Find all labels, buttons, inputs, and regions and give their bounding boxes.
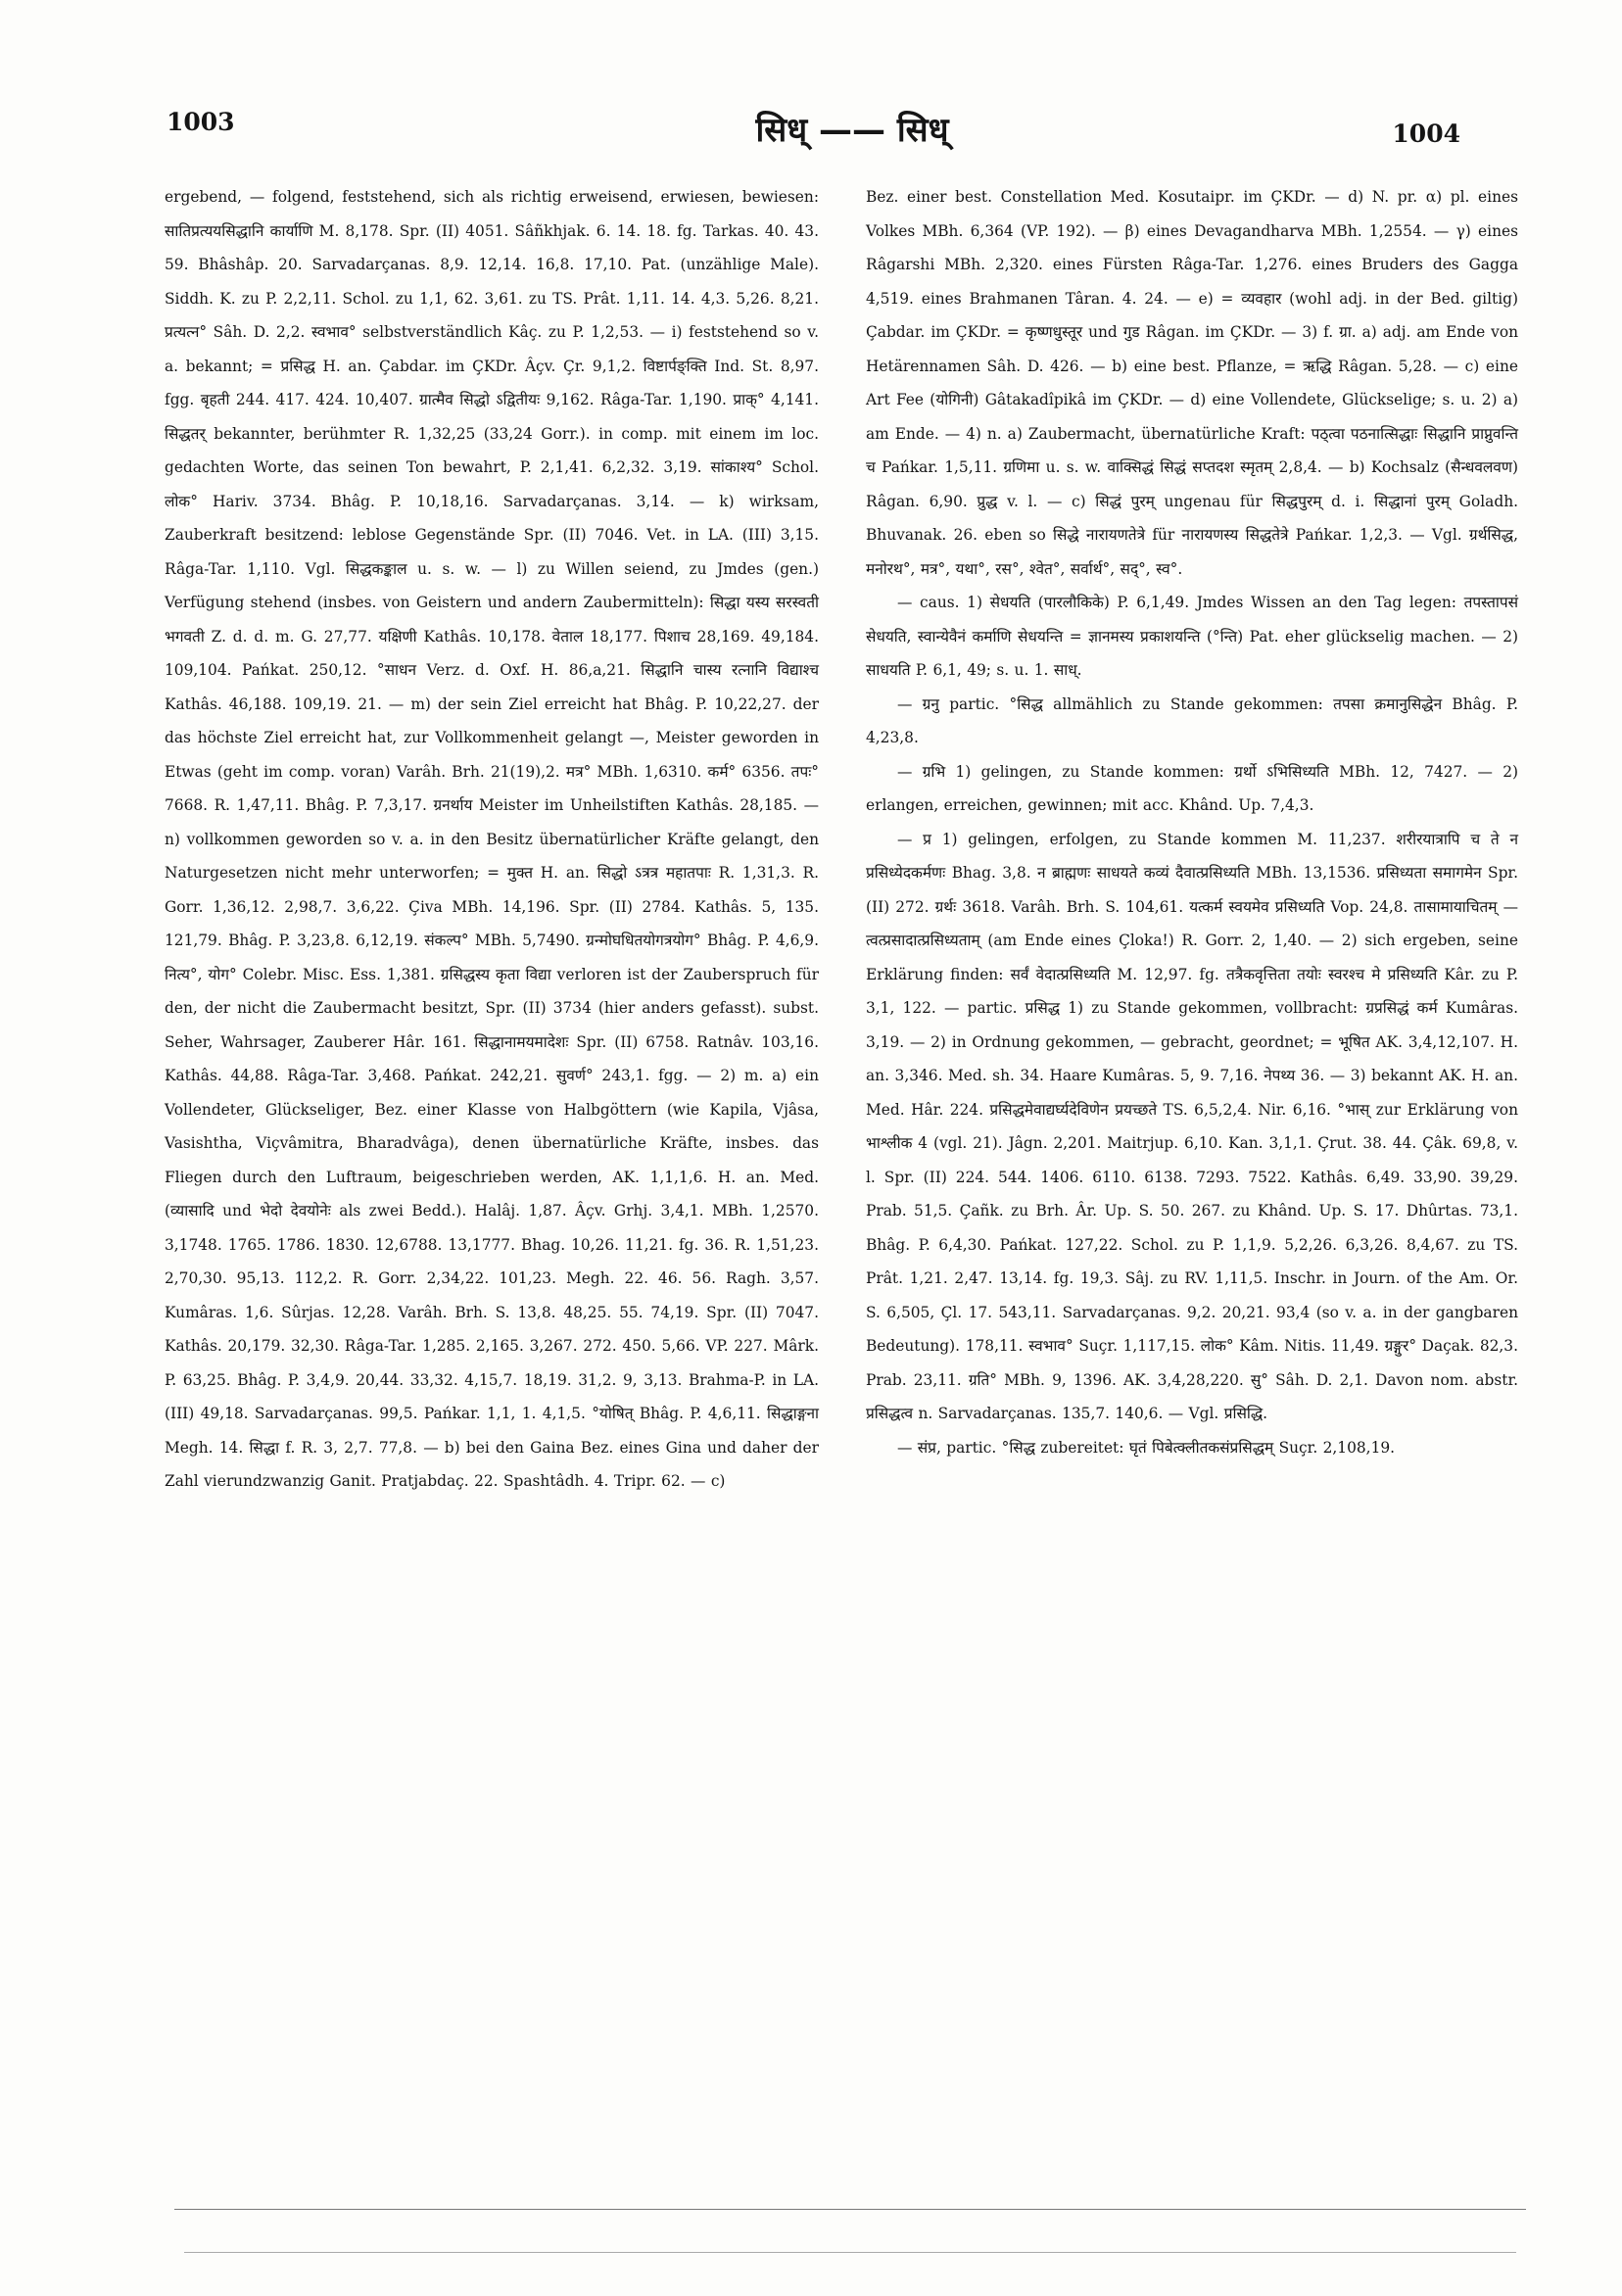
right-paragraph: — ग्रभि 1) gelingen, zu Stande kommen: ग्रर्थो ऽभिसिध्यति MBh. 12, 7427. — 2) erlangen, erreichen, gewinnen; mit acc. Khând. Up. 7,4,3. xyxy=(866,762,1518,814)
right-column xyxy=(866,180,1518,1464)
right-paragraph: — संप्र, partic. °सिद्ध zubereitet: घृतं पिबेत्क्लीतकसंप्रसिद्धम् Suçr. 2,108,19. xyxy=(897,1438,1396,1457)
footer-rule xyxy=(174,2209,1526,2210)
footer-rule-lower xyxy=(184,2252,1516,2253)
running-headword: सिध् —— सिध् xyxy=(755,111,949,150)
page-number-left: 1003 xyxy=(167,108,235,136)
right-paragraph: Bez. einer best. Constellation Med. Kosutaipr. im ÇKDr. — d) N. pr. α) pl. eines Volkes MBh. 6,364 (VP. 192). — β) eines Devagandharva MBh. 1,2554. — γ) eines Râgarshi MBh. 2,320. eines Fürsten Râga-Tar. 1,276. eines Bruders des Gagga 4,519. eines Brahmanen Târan. 4. 24. — e) = व्यवहार (wohl adj. in der Bed. giltig) Çabdar. im ÇKDr. = कृष्णधुस्तूर und गुड Râgan. im ÇKDr. — 3) f. ग्रा. a) adj. am Ende von Hetärennamen Sâh. D. 426. — b) eine best. Pflanze, = ऋद्धि Râgan. 5,28. — c) eine Art Fee (योगिनी) Gâtakadîpikâ im ÇKDr. — d) eine Vollendete, Glückselige; s. u. 2) a) am Ende. — 4) n. a) Zaubermacht, übernatürliche Kraft: पठ्त्वा पठनात्सिद्धाः सिद्धानि प्राप्नुवन्ति च Pańkar. 1,5,11. ग्रणिमा u. s. w. वाक्सिद्धं सिद्धं सप्तदश स्मृतम् 2,8,4. — b) Kochsalz (सैन्धवलवण) Râgan. 6,90. प्रुद्ध v. l. — c) सिद्धं पुरम् ungenau für सिद्धपुरम् d. i. सिद्धानां पुरम् Goladh. Bhuvanak. 26. eben so सिद्धे नारायणतेत्रे für नारायणस्य सिद्धतेत्रे Pańkar. 1,2,3. — Vgl. ग्रर्थसिद्ध, मनोरथ°, मत्र°, यथा°, रस°, श्वेत°, सर्वार्थ°, सद्°, स्व°. xyxy=(866,188,1518,578)
page-number-right: 1004 xyxy=(1392,120,1460,148)
right-paragraph: — ग्रनु partic. °सिद्ध allmählich zu Stande gekommen: तपसा क्रमानुसिद्धेन Bhâg. P. 4,23,8. xyxy=(866,694,1518,746)
left-column xyxy=(165,180,819,1499)
right-paragraph: — प्र 1) gelingen, erfolgen, zu Stande kommen M. 11,237. शरीरयात्रापि च ते न प्रसिध्येदकर्मणः Bhag. 3,8. न ब्राह्मणः साधयते कव्यं दैवात्प्रसिध्यति MBh. 13,1536. प्रसिध्यता समागमेन Spr. (II) 272. ग्रर्थः 3618. Varâh. Brh. S. 104,61. यत्कर्म स्वयमेव प्रसिध्यति Vop. 24,8. तासामायाचितम् — त्वत्प्रसादात्प्रसिध्यताम् (am Ende eines Çloka!) R. Gorr. 2, 1,40. — 2) sich ergeben, seine Erklärung finden: सर्वं वेदात्प्रसिध्यति M. 12,97. fg. तत्रैकवृत्तिता तयोः स्वरश्च मे प्रसिध्यति Kâr. zu P. 3,1, 122. — partic. प्रसिद्ध 1) zu Stande gekommen, vollbracht: ग्रप्रसिद्धं कर्म Kumâras. 3,19. — 2) in Ordnung gekommen, — gebracht, geordnet; = भूषित AK. 3,4,12,107. H. an. 3,346. Med. sh. 34. Haare Kumâras. 5, 9. 7,16. नेपथ्य 36. — 3) bekannt AK. H. an. Med. Hâr. 224. प्रसिद्धमेवाद्यर्घ्यदेविणेन प्रयच्छते TS. 6,5,2,4. Nir. 6,16. °भास् zur Erklärung von भाश्लीक 4 (vgl. 21). Jâgn. 2,201. Maitrjup. 6,10. Kan. 3,1,1. Çrut. 38. 44. Çâk. 69,8, v. l. Spr. (II) 224. 544. 1406. 6110. 6138. 7293. 7522. Kathâs. 6,49. 33,90. 39,29. Prab. 51,5. Çañk. zu Brh. Âr. Up. S. 50. 267. zu Khând. Up. S. 17. Dhûrtas. 73,1. Bhâg. P. 6,4,30. Pańkat. 127,22. Schol. zu P. 1,1,9. 5,2,26. 6,3,26. 8,4,67. zu TS. Prât. 1,21. 2,47. 13,14. fg. 19,3. Sâj. zu RV. 1,11,5. Inschr. in Journ. of the Am. Or. S. 6,505, Çl. 17. 543,11. Sarvadarçanas. 9,2. 20,21. 93,4 (so v. a. in der gangbaren Bedeutung). 178,11. स्वभाव° Suçr. 1,117,15. लोक° Kâm. Nitis. 11,49. ग्रङ्गुर° Daçak. 82,3. Prab. 23,11. ग्रति° MBh. 9, 1396. AK. 3,4,28,220. सु° Sâh. D. 2,1. Davon nom. abstr. प्रसिद्धत्व n. Sarvadarçanas. 135,7. 140,6. — Vgl. प्रसिद्धि. xyxy=(866,830,1518,1422)
left-paragraph: ergebend, — folgend, feststehend, sich als richtig erweisend, erwiesen, bewiesen: सातिप्रत्ययसिद्धानि कार्याणि M. 8,178. Spr. (II) 4051. Sâñkhjak. 6. 14. 18. fg. Tarkas. 40. 43. 59. Bhâshâp. 20. Sarvadarçanas. 8,9. 12,14. 16,8. 17,10. Pat. (unzählige Male). Siddh. K. zu P. 2,2,11. Schol. zu 1,1, 62. 3,61. zu TS. Prât. 1,11. 14. 4,3. 5,26. 8,21. प्रत्यत्न° Sâh. D. 2,2. स्वभाव° selbstverständlich Kâç. zu P. 1,2,53. — i) feststehend so v. a. bekannt; = प्रसिद्ध H. an. Çabdar. im ÇKDr. Âçv. Çr. 9,1,2. विष्टार्पङ्क्ति Ind. St. 8,97. fgg. बृहती 244. 417. 424. 10,407. ग्रात्मैव सिद्धो ऽद्वितीयः 9,162. Râga-Tar. 1,190. प्राक्° 4,141. सिद्धतर् bekannter, berühmter R. 1,32,25 (33,24 Gorr.). in comp. mit einem im loc. gedachten Worte, das seinen Ton bewahrt, P. 2,1,41. 6,2,32. 3,19. सांकाश्य° Schol. लोक° Hariv. 3734. Bhâg. P. 10,18,16. Sarvadarçanas. 3,14. — k) wirksam, Zauberkraft besitzend: leblose Gegenstände Spr. (II) 7046. Vet. in LA. (III) 3,15. Râga-Tar. 1,110. Vgl. सिद्धकङ्काल u. s. w. — l) zu Willen seiend, zu Jmdes (gen.) Verfügung stehend (insbes. von Geistern und andern Zaubermitteln): सिद्धा यस्य सरस्वती भगवती Z. d. d. m. G. 27,77. यक्षिणी Kathâs. 10,178. वेताल 18,177. पिशाच 28,169. 49,184. 109,104. Pańkat. 250,12. °साधन Verz. d. Oxf. H. 86,a,21. सिद्धानि चास्य रत्नानि विद्याश्च Kathâs. 46,188. 109,19. 21. — m) der sein Ziel erreicht hat Bhâg. P. 10,22,27. der das höchste Ziel erreicht hat, zur Vollkommenheit gelangt —, Meister geworden in Etwas (geht im comp. voran) Varâh. Brh. 21(19),2. मत्र° MBh. 1,6310. कर्म° 6356. तपः° 7668. R. 1,47,11. Bhâg. P. 7,3,17. ग्रनर्थाय Meister im Unheilstiften Kathâs. 28,185. — n) vollkommen geworden so v. a. in den Besitz übernatürlicher Kräfte gelangt, den Naturgesetzen nicht mehr unterworfen; = मुक्त H. an. सिद्धो ऽत्रत्र महातपाः R. 1,31,3. R. Gorr. 1,36,12. 2,98,7. 3,6,22. Çiva MBh. 14,196. Spr. (II) 2784. Kathâs. 5, 135. 121,79. Bhâg. P. 3,23,8. 6,12,19. संकल्प° MBh. 5,7490. ग्रन्मोघधितयोगत्रयोग° Bhâg. P. 4,6,9. नित्य°, योग° Colebr. Misc. Ess. 1,381. ग्रसिद्धस्य कृता विद्या verloren ist der Zauberspruch für den, der nicht die Zaubermacht besitzt, Spr. (II) 3734 (hier anders gefasst). subst. Seher, Wahrsager, Zauberer Hâr. 161. सिद्धानामयमादेशः Spr. (II) 6758. Ratnâv. 103,16. Kathâs. 44,88. Râga-Tar. 3,468. Pańkat. 242,21. सुवर्ण° 243,1. fgg. — 2) m. a) ein Vollendeter, Glückseliger, Bez. einer Klasse von Halbgöttern (wie Kapila, Vjâsa, Vasishtha, Viçvâmitra, Bharadvâga), denen übernatürliche Kräfte, insbes. das Fliegen durch den Luftraum, beigeschrieben werden, AK. 1,1,1,6. H. an. Med. (व्यासादि und भेदो देवयोनेः als zwei Bedd.). Halâj. 1,87. Âçv. Grhj. 3,4,1. MBh. 1,2570. 3,1748. 1765. 1786. 1830. 12,6788. 13,1777. Bhag. 10,26. 11,21. fg. 36. R. 1,51,23. 2,70,30. 95,13. 112,2. R. Gorr. 2,34,22. 101,23. Megh. 22. 46. 56. Ragh. 3,57. Kumâras. 1,6. Sûrjas. 12,28. Varâh. Brh. S. 13,8. 48,25. 55. 74,19. Spr. (II) 7047. Kathâs. 20,179. 32,30. Râga-Tar. 1,285. 2,165. 3,267. 272. 450. 5,66. VP. 227. Mârk. P. 63,25. Bhâg. P. 3,4,9. 20,44. 33,32. 4,15,7. 18,19. 31,2. 9, 3,13. Brahma-P. in LA. (III) 49,18. Sarvadarçanas. 99,5. Pańkar. 1,1, 1. 4,1,5. °योषित् Bhâg. P. 4,6,11. सिद्धाङ्गना Megh. 14. सिद्धा f. R. 3, 2,7. 77,8. — b) bei den Gaina Bez. eines Gina und daher der Zahl vierundzwanzig Ganit. Pratjabdaç. 22. Spashtâdh. 4. Tripr. 62. — c) xyxy=(165,188,819,1490)
right-paragraph: — caus. 1) सेधयति (पारलौकिके) P. 6,1,49. Jmdes Wissen an den Tag legen: तपस्तापसं सेधयति, स्वान्येवैनं कर्माणि सेधयन्ति = ज्ञानमस्य प्रकाशयन्ति (°न्ति) Pat. eher glückselig machen. — 2) साधयति P. 6,1, 49; s. u. 1. साध्. xyxy=(866,594,1518,679)
